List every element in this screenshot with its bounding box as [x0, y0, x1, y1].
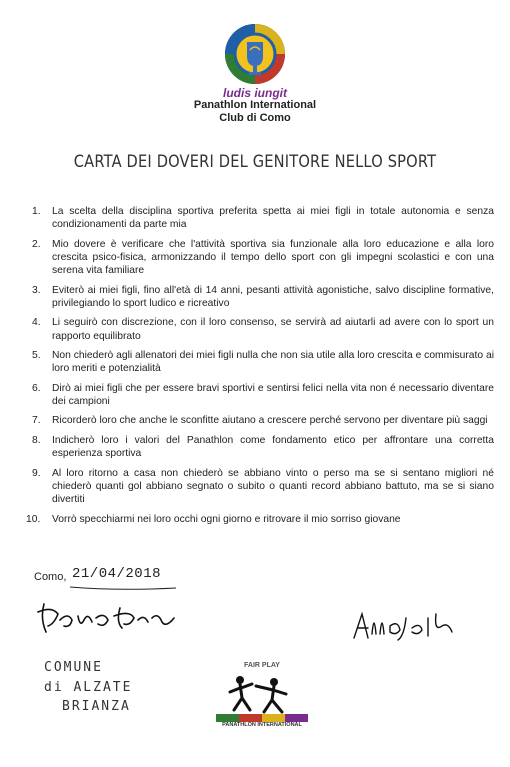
stamp-line-1: COMUNE — [44, 660, 103, 675]
date-underline — [68, 585, 178, 593]
item-text: Vorrò specchiarmi nei loro occhi ogni giorno e ritrovare il mio sorriso giovane — [52, 513, 401, 525]
item-number: 1. — [32, 206, 41, 217]
list-item — [32, 284, 494, 310]
item-number: 4. — [32, 317, 41, 329]
fair-play-footer: PANATHLON INTERNATIONAL — [222, 722, 302, 728]
item-number: 7. — [32, 415, 41, 427]
item-text: Al loro ritorno a casa non chiederò se abbiano vinto o perso ma se si sentano migliori né chiederò quanti gol abbiano segnato o subito o quanti record abbiano battuto, ma se si siano divertiti — [52, 467, 494, 506]
item-number: 8. — [32, 434, 41, 446]
org-name: Panathlon International — [193, 99, 317, 111]
duties-list — [26, 205, 494, 532]
item-text: Dirò ai miei figli che per essere bravi sportivi e sentirsi felici nella vita non é necessario diventare dei campioni — [52, 382, 494, 407]
item-number: 6. — [32, 382, 41, 394]
fair-play-figures-icon — [212, 670, 312, 722]
list-item — [32, 467, 494, 507]
stamp-line-3: BRIANZA — [62, 699, 131, 714]
item-text: Eviterò ai miei figli, fino all'età di 14 anni, pesanti attività agonistiche, salvo discipline formative, privilegiando lo sport ludico e ricreativo — [52, 284, 494, 309]
item-text: Ricorderò loro che anche le sconfitte aiutano a crescere perché servono per diventare più saggi — [52, 415, 488, 427]
item-text: La scelta della disciplina sportiva preferita spetta ai miei figli in totale autonomia e senza condizionamenti da parte mia — [52, 206, 494, 231]
signature-right — [348, 604, 458, 644]
list-item — [32, 414, 494, 427]
list-item — [32, 434, 494, 460]
handwritten-date: 21/04/2018 — [72, 566, 162, 582]
motto: ludis iungit — [223, 86, 287, 100]
panathlon-logo — [0, 22, 510, 86]
club-name: Club di Como — [219, 112, 291, 124]
list-item — [32, 238, 494, 278]
item-text: Non chiederò agli allenatori dei miei figli nulla che non sia utile alla loro crescita e commisurato ai loro meriti e potenzialità — [52, 350, 494, 375]
item-number: 5. — [32, 350, 41, 362]
list-item — [32, 316, 494, 342]
item-text: Mio dovere è verificare che l'attività sportiva sia funzionale alla loro educazione e alla loro crescita psico-fisica, armonizzando il tempo dello sport con gli impegni scolastici e con una serena vita familiare — [52, 238, 494, 277]
place-label: Como, — [34, 571, 67, 583]
page-title: CARTA DEI DOVERI DEL GENITORE NELLO SPORT — [73, 152, 437, 172]
item-number: 10. — [26, 513, 41, 525]
fair-play-logo — [212, 662, 312, 732]
fair-play-title: FAIR PLAY — [244, 662, 280, 669]
signature-left — [34, 598, 184, 638]
item-text: Li seguirò con discrezione, con il loro consenso, se servirà ad aiutarli ad avere con lo sport un rapporto equilibrato — [52, 317, 494, 342]
list-item — [32, 382, 494, 408]
item-number: 3. — [32, 284, 41, 296]
panathlon-emblem-icon — [223, 22, 287, 86]
item-number: 9. — [32, 467, 41, 479]
list-item — [32, 349, 494, 375]
item-number: 2. — [32, 238, 41, 250]
item-text: Indicherò loro i valori del Panathlon come fondamento etico per affrontare una corretta esperienza sportiva — [52, 434, 494, 460]
list-item — [26, 513, 494, 526]
list-item — [32, 205, 494, 231]
stamp-line-2: di ALZATE — [44, 680, 133, 695]
